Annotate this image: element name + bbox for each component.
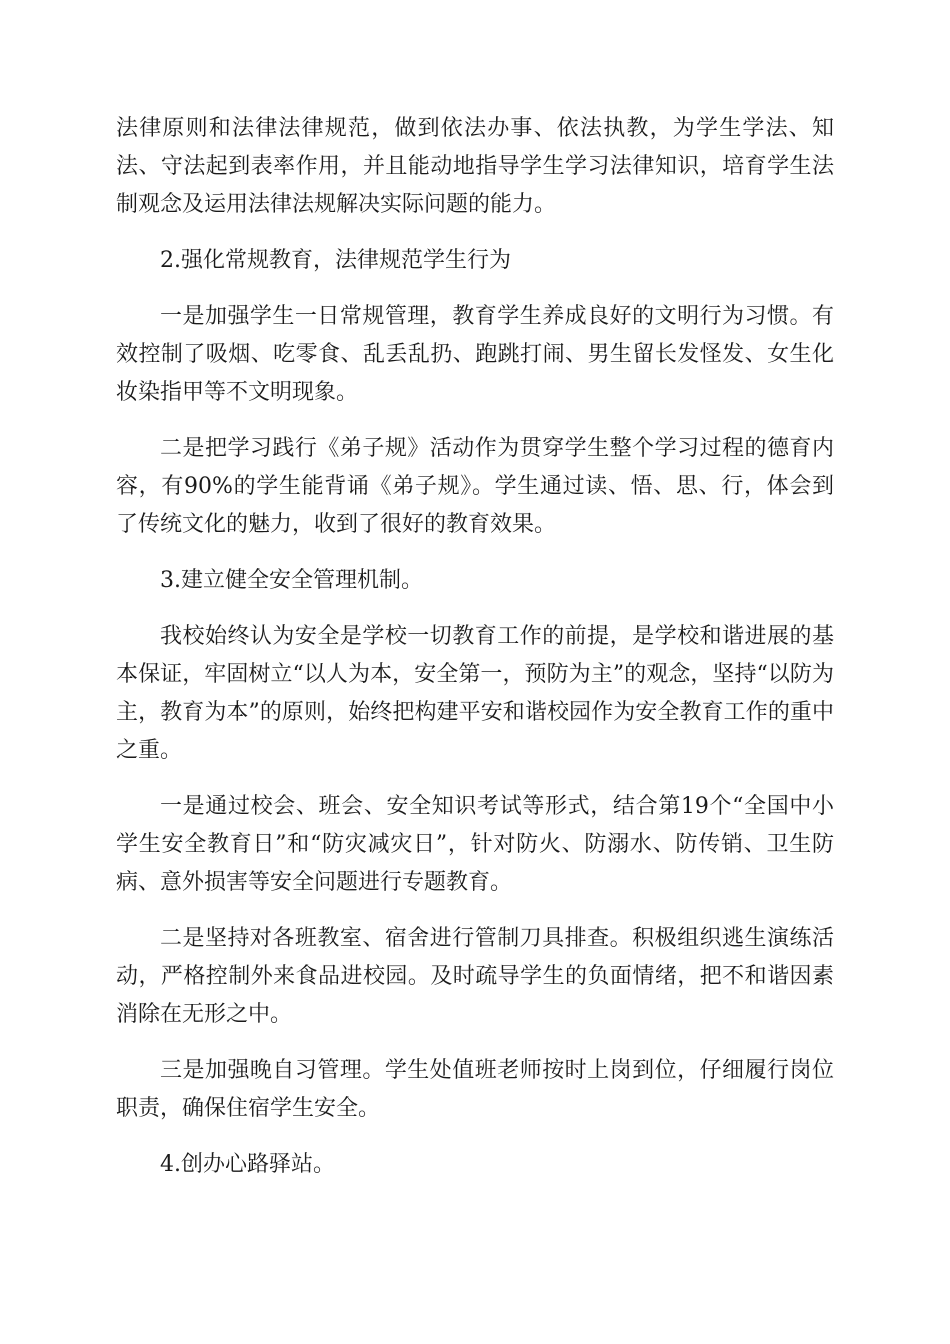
paragraph-safety-education-day: 一是通过校会、班会、安全知识考试等形式，结合第19个“全国中小学生安全教育日”和“防灾减灾日”，针对防火、防溺水、防传销、卫生防病、意外损害等安全问题进行专题教育。 bbox=[116, 794, 834, 895]
document-body bbox=[116, 110, 834, 1202]
paragraph-knife-inspection: 二是坚持对各班教室、宿舍进行管制刀具排查。积极组织逃生演练活动，严格控制外来食品进校园。及时疏导学生的负面情绪，把不和谐因素消除在无形之中。 bbox=[116, 926, 834, 1027]
section-heading-heart-station: 4.创办心路驿站。 bbox=[160, 1152, 335, 1177]
section-heading-routine-education: 2.强化常规教育，法律规范学生行为 bbox=[160, 248, 511, 273]
section-heading-safety-mechanism: 3.建立健全安全管理机制。 bbox=[160, 568, 423, 593]
paragraph-dizigui: 二是把学习践行《弟子规》活动作为贯穿学生整个学习过程的德育内容，有90%的学生能背诵《弟子规》。学生通过读、悟、思、行，体会到了传统文化的魅力，收到了很好的教育效果。 bbox=[116, 436, 834, 537]
paragraph-law-principles: 法律原则和法律法律规范，做到依法办事、依法执教，为学生学法、知法、守法起到表率作用，并且能动地指导学生学习法律知识，培育学生法制观念及运用法律法规解决实际问题的能力。 bbox=[116, 116, 834, 217]
paragraph-evening-study: 三是加强晚自习管理。学生处值班老师按时上岗到位，仔细履行岗位职责，确保住宿学生安全。 bbox=[116, 1058, 834, 1121]
paragraph-daily-routine: 一是加强学生一日常规管理，教育学生养成良好的文明行为习惯。有效控制了吸烟、吃零食、乱丢乱扔、跑跳打闹、男生留长发怪发、女生化妆染指甲等不文明现象。 bbox=[116, 304, 834, 405]
paragraph-safety-premise: 我校始终认为安全是学校一切教育工作的前提，是学校和谐进展的基本保证，牢固树立“以人为本，安全第一，预防为主”的观念，坚持“以防为主，教育为本”的原则，始终把构建平安和谐校园作为安全教育工作的重中之重。 bbox=[116, 624, 834, 763]
